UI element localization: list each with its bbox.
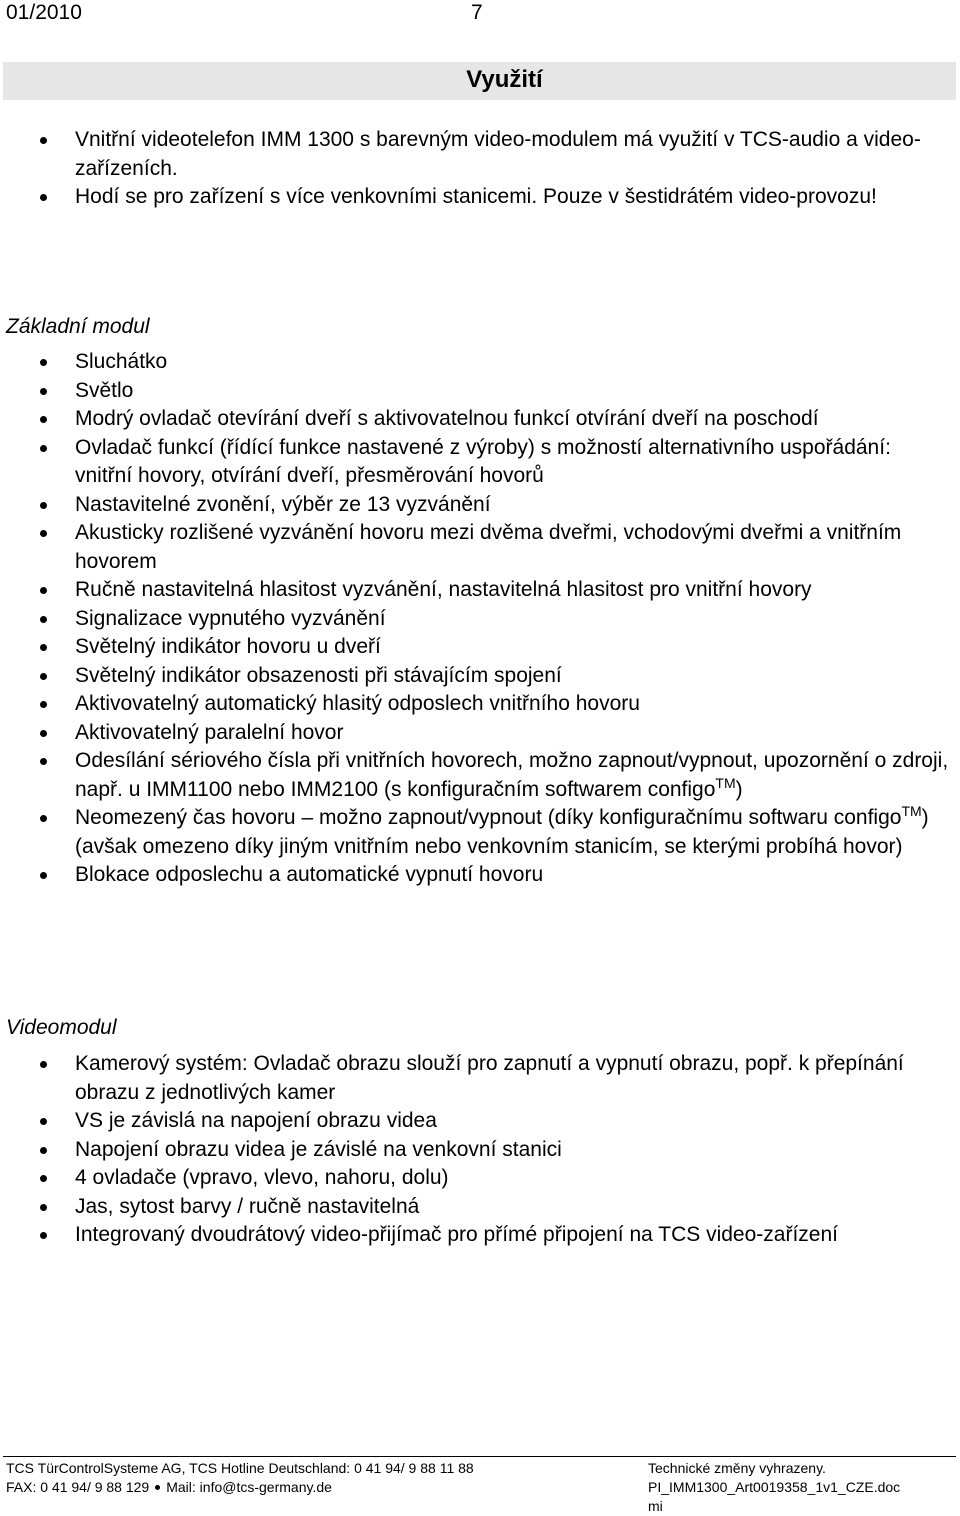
list-item: Signalizace vypnutého vyzvánění — [0, 605, 950, 634]
list-item: Modrý ovladač otevírání dveří s aktivovatelnou funkcí otvírání dveří na poschodí — [0, 405, 950, 434]
list-item: Blokace odposlechu a automatické vypnutí hovoru — [0, 861, 950, 890]
doc-name: PI_IMM1300_Art0019358_1v1_CZE.doc — [648, 1479, 901, 1495]
list-item: Integrovaný dvoudrátový video-přijímač pro přímé připojení na TCS video-zařízení — [0, 1221, 950, 1250]
page-number: 7 — [471, 1, 483, 24]
list-item: Hodí se pro zařízení s více venkovními stanicemi. Pouze v šestidrátém video-provozu! — [0, 183, 950, 212]
video-module-heading: Videomodul — [6, 1016, 117, 1039]
title-band — [3, 62, 956, 100]
header-date: 01/2010 — [6, 1, 82, 24]
list-item: Světlo — [0, 377, 950, 406]
list-item: VS je závislá na napojení obrazu videa — [0, 1107, 950, 1136]
footer-divider — [3, 1456, 956, 1457]
unlimited-text: Neomezený čas hovoru – možno zapnout/vypnout (díky konfiguračnímu softwaru configo — [75, 806, 902, 829]
list-item: Ručně nastavitelná hlasitost vyzvánění, nastavitelná hlasitost pro vnitřní hovory — [0, 576, 950, 605]
usage-list — [0, 126, 950, 212]
list-item: Akusticky rozlišené vyzvánění hovoru mezi dvěma dveřmi, vchodovými dveřmi a vnitřním hovorem — [0, 519, 950, 576]
video-module-list — [0, 1050, 950, 1250]
serial-text: Odesílání sériového čísla při vnitřních hovorech, možno zapnout/vypnout, upozornění o zdroji, např. u IMM1100 nebo IMM2100 (s konfiguračním softwarem configo — [75, 749, 949, 801]
list-item: Kamerový systém: Ovladač obrazu slouží pro zapnutí a vypnutí obrazu, popř. k přepínání obrazu z jednotlivých kamer — [0, 1050, 950, 1107]
list-item: Světelný indikátor obsazenosti při stávajícím spojení — [0, 662, 950, 691]
list-item: Aktivovatelný automatický hlasitý odposlech vnitřního hovoru — [0, 690, 950, 719]
bullet-icon — [155, 1485, 160, 1490]
list-item-unlimited — [0, 804, 950, 861]
footer-company: TCS TürControlSysteme AG, TCS Hotline Deutschland: 0 41 94/ 9 88 11 88 — [6, 1460, 474, 1476]
basic-module-list — [0, 348, 950, 890]
list-item: Jas, sytost barvy / ručně nastavitelná — [0, 1193, 950, 1222]
serial-close: ) — [735, 777, 743, 801]
trademark-mark: TM — [715, 774, 736, 791]
list-item: Sluchátko — [0, 348, 950, 377]
footer-notice: Technické změny vyhrazeny. — [648, 1460, 826, 1476]
unlimited-close: ) — [921, 806, 929, 829]
footer-contact — [6, 1478, 332, 1497]
list-item: Vnitřní videotelefon IMM 1300 s barevným video-modulem má využití v TCS-audio a video-zařízeních. — [0, 126, 950, 183]
trademark-mark: TM — [901, 803, 922, 819]
footer-docname — [648, 1478, 948, 1516]
list-item: Světelný indikátor hovoru u dveří — [0, 633, 950, 662]
unlimited-note: (avšak omezeno díky jiným vnitřním nebo venkovním stanicím, se kterými probíhá hovor) — [75, 834, 903, 858]
list-item: Nastavitelné zvonění, výběr ze 13 vyzvánění — [0, 491, 950, 520]
list-item: Aktivovatelný paralelní hovor — [0, 719, 950, 748]
list-item: 4 ovladače (vpravo, vlevo, nahoru, dolu) — [0, 1164, 950, 1193]
doc-suffix: mi — [648, 1498, 663, 1514]
list-item: Napojení obrazu videa je závislé na venkovní stanici — [0, 1136, 950, 1165]
basic-module-heading: Základní modul — [6, 315, 150, 338]
footer-mail: Mail: info@tcs-germany.de — [166, 1479, 332, 1495]
footer-fax: FAX: 0 41 94/ 9 88 129 — [6, 1479, 150, 1495]
list-item: Ovladač funkcí (řídící funkce nastavené z výroby) s možností alternativního uspořádání: vnitřní hovory, otvírání dveří, přesměrování hovorů — [0, 434, 950, 491]
list-item-serial — [0, 747, 950, 804]
page-title: Využití — [466, 66, 543, 93]
